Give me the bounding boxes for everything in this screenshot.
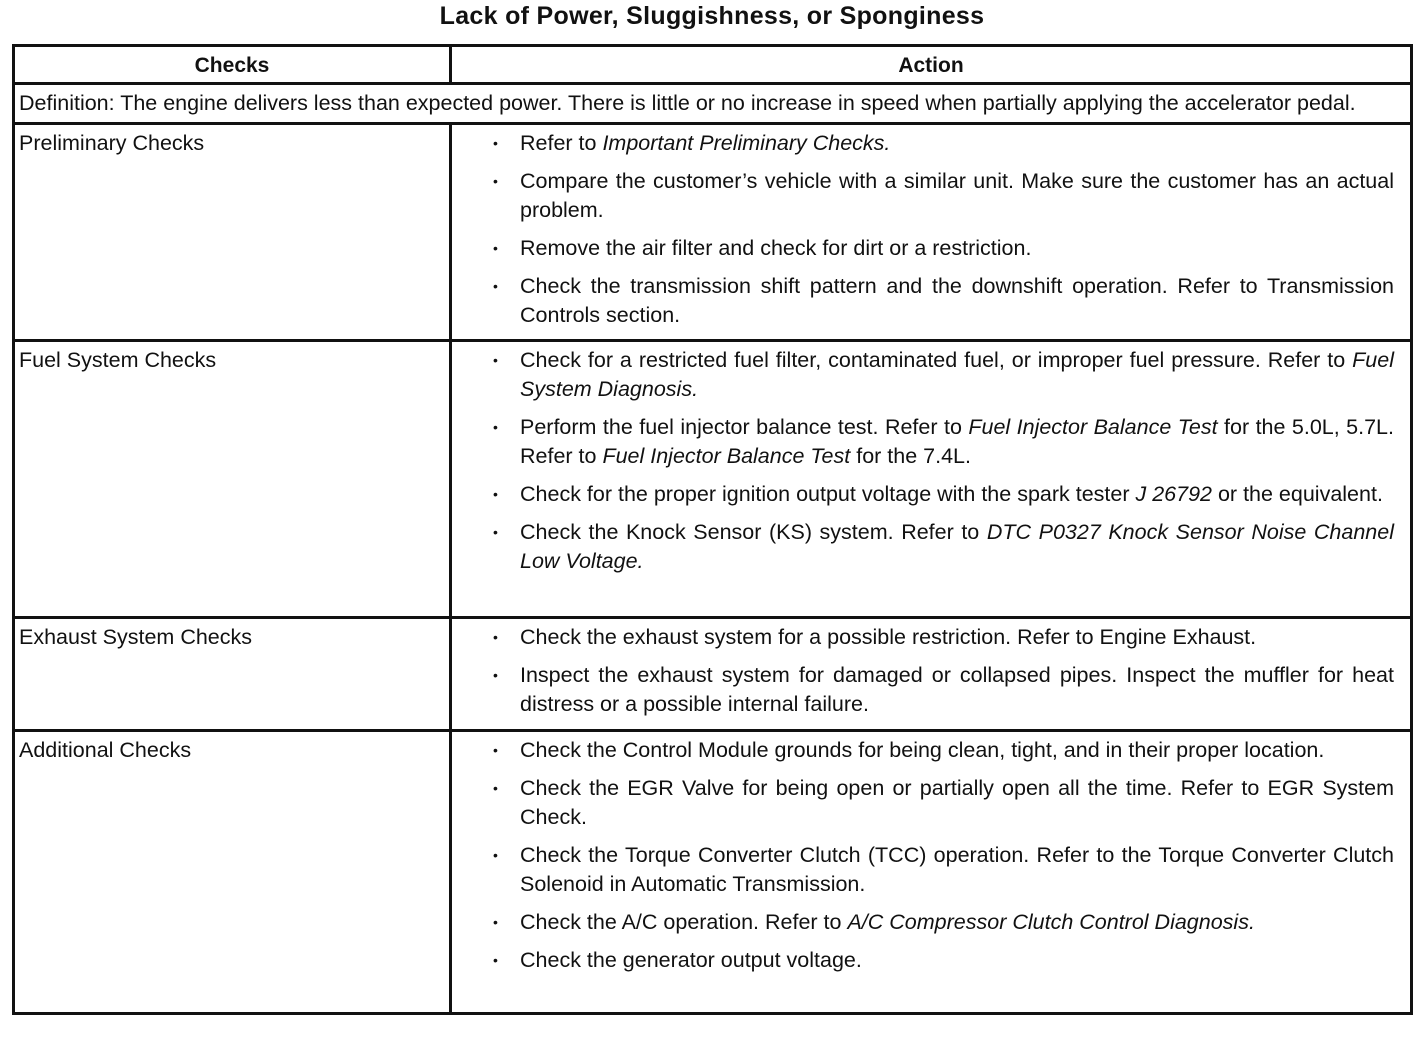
bullet-icon: •: [493, 524, 498, 540]
checks-column-header: Checks: [14, 46, 451, 84]
bullet-icon: •: [493, 240, 498, 256]
reference-text: Fuel Injector Balance Test: [968, 415, 1218, 439]
definition-text: Definition: The engine delivers less than expected power. There is little or no increase in speed when partially applying the accelerator pedal.: [14, 84, 1412, 124]
action-text: Check for a restricted fuel filter, contaminated fuel, or improper fuel pressure. Refer to: [520, 348, 1353, 372]
action-item: [452, 841, 1394, 899]
action-text: Check the EGR Valve for being open or partially open all the time. Refer to EGR System Check.: [520, 776, 1394, 829]
action-cell: [451, 124, 1412, 341]
reference-text: A/C Compressor Clutch Control Diagnosis.: [847, 910, 1255, 934]
action-list: [452, 346, 1394, 576]
action-item: [452, 272, 1394, 330]
action-text-tail: or the equivalent.: [1212, 482, 1383, 506]
action-item: [452, 413, 1394, 471]
bullet-icon: •: [493, 914, 498, 930]
check-label: Preliminary Checks: [14, 124, 451, 341]
bullet-icon: •: [493, 847, 498, 863]
page-title: Lack of Power, Sluggishness, or Sponginess: [439, 2, 985, 30]
check-label: Exhaust System Checks: [14, 618, 451, 731]
bullet-icon: •: [493, 278, 498, 294]
action-item: [452, 661, 1394, 719]
reference-text: Fuel System Diagnosis.: [520, 348, 1394, 401]
bullet-icon: •: [493, 352, 498, 368]
action-text: Check the Control Module grounds for being clean, tight, and in their proper location.: [520, 738, 1325, 762]
action-text: Perform the fuel injector balance test. Refer to: [520, 415, 969, 439]
bullet-icon: •: [493, 173, 498, 189]
action-text: Check for the proper ignition output voltage with the spark tester: [520, 482, 1136, 506]
reference-text: Important Preliminary Checks.: [602, 131, 891, 155]
reference-text: Fuel Injector Balance Test: [602, 444, 851, 468]
definition-row: [14, 84, 1412, 124]
action-text: Inspect the exhaust system for damaged or collapsed pipes. Inspect the muffler for heat distress or a possible internal failure.: [520, 663, 1394, 716]
action-item: [452, 908, 1394, 937]
table-row: [14, 618, 1412, 731]
bullet-icon: •: [493, 780, 498, 796]
action-item: [452, 129, 1394, 158]
check-label: Fuel System Checks: [14, 341, 451, 618]
action-text: Check the Torque Converter Clutch (TCC) operation. Refer to the Torque Converter Clutch Solenoid in Automatic Transmission.: [520, 843, 1394, 896]
action-text: Remove the air filter and check for dirt or a restriction.: [520, 236, 1032, 260]
bullet-icon: •: [493, 486, 498, 502]
action-text: Check the exhaust system for a possible restriction. Refer to Engine Exhaust.: [520, 625, 1257, 649]
action-list: [452, 129, 1394, 330]
action-item: [452, 346, 1394, 404]
action-list: [452, 623, 1394, 719]
action-text: Check the A/C operation. Refer to: [520, 910, 848, 934]
bullet-icon: •: [493, 952, 498, 968]
bullet-icon: •: [493, 135, 498, 151]
action-text: Check the transmission shift pattern and the downshift operation. Refer to Transmission Controls section.: [520, 274, 1394, 327]
action-item: [452, 736, 1394, 765]
action-column-header: Action: [451, 46, 1412, 84]
action-item: [452, 480, 1394, 509]
action-text: Compare the customer’s vehicle with a similar unit. Make sure the customer has an actual problem.: [520, 169, 1394, 222]
action-item: [452, 946, 1394, 975]
header-row: [14, 46, 1412, 84]
reference-text: DTC P0327 Knock Sensor Noise Channel Low Voltage.: [520, 520, 1394, 573]
table-row: [14, 124, 1412, 341]
table-row: [14, 731, 1412, 1014]
action-text-tail: for the 5.0L, 5.7L. Refer to: [520, 415, 1394, 468]
action-list: [452, 736, 1394, 975]
action-cell: [451, 618, 1412, 731]
diagnosis-table: [12, 44, 1413, 1015]
bullet-icon: •: [493, 419, 498, 435]
action-item: [452, 623, 1394, 652]
action-text: Check the generator output voltage.: [520, 948, 862, 972]
bullet-icon: •: [493, 667, 498, 683]
action-item: [452, 774, 1394, 832]
action-text: Refer to: [520, 131, 603, 155]
table-row: [14, 341, 1412, 618]
bullet-icon: •: [493, 629, 498, 645]
reference-text: J 26792: [1135, 482, 1212, 506]
action-item: [452, 167, 1394, 225]
action-item: [452, 234, 1394, 263]
bullet-icon: •: [493, 742, 498, 758]
action-text-tail: for the 7.4L.: [850, 444, 971, 468]
action-cell: [451, 341, 1412, 618]
action-item: [452, 518, 1394, 576]
action-text: Check the Knock Sensor (KS) system. Refer to: [520, 520, 987, 544]
action-cell: [451, 731, 1412, 1014]
check-label: Additional Checks: [14, 731, 451, 1014]
